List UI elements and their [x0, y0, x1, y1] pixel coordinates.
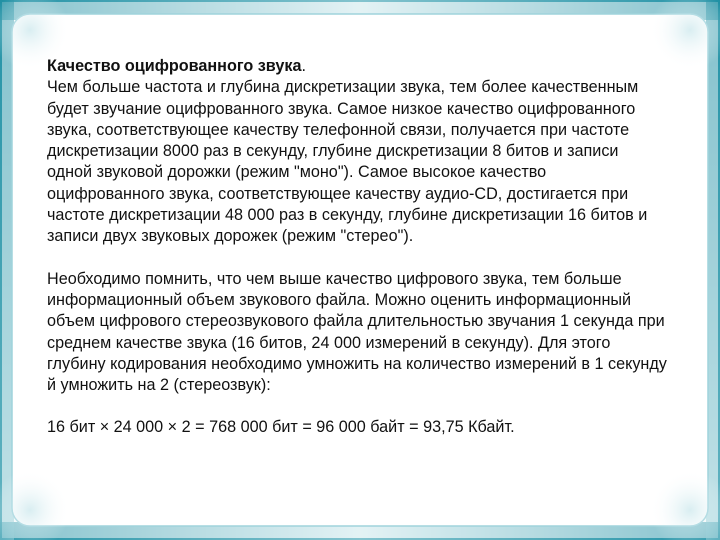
slide-body	[47, 56, 667, 439]
slide-title: Качество оцифрованного звука	[47, 57, 302, 75]
paragraph-gap	[47, 248, 667, 269]
title-suffix: .	[301, 57, 306, 75]
paragraph-volume: Необходимо помнить, что чем выше качество цифрового звука, тем больше информационный объем звукового файла. Можно оценить информационный объем цифрового стереозвукового файла длительностью звучания 1 секунда при среднем качестве звука (16 битов, 24 000 измерений в секунду). Для этого глубину кодирования необходимо умножить на количество измерений в 1 секунду й умножить на 2 (стереозвук):	[47, 269, 667, 395]
formula-line: 16 бит × 24 000 × 2 = 768 000 бит = 96 000 байт = 93,75 Кбайт.	[47, 418, 515, 437]
paragraph-quality: Чем больше частота и глубина дискретизации звука, тем более качественным будет звучание оцифрованного звука. Самое низкое качество оцифрованного звука, соответствующее качеству телефонной связи, получается при частоте дискретизации 8000 раз в секунду, глубине дискретизации 8 битов и записи одной звуковой дорожки (режим "моно"). Самое высокое качество оцифрованного звука, соответствующее качеству аудио-CD, достигается при частоте дискретизации 48 000 раз в секунду, глубине дискретизации 16 битов и записи двух звуковых дорожек (режим "стерео").	[47, 78, 648, 246]
paragraph-gap	[47, 396, 667, 417]
title-line	[47, 56, 667, 77]
